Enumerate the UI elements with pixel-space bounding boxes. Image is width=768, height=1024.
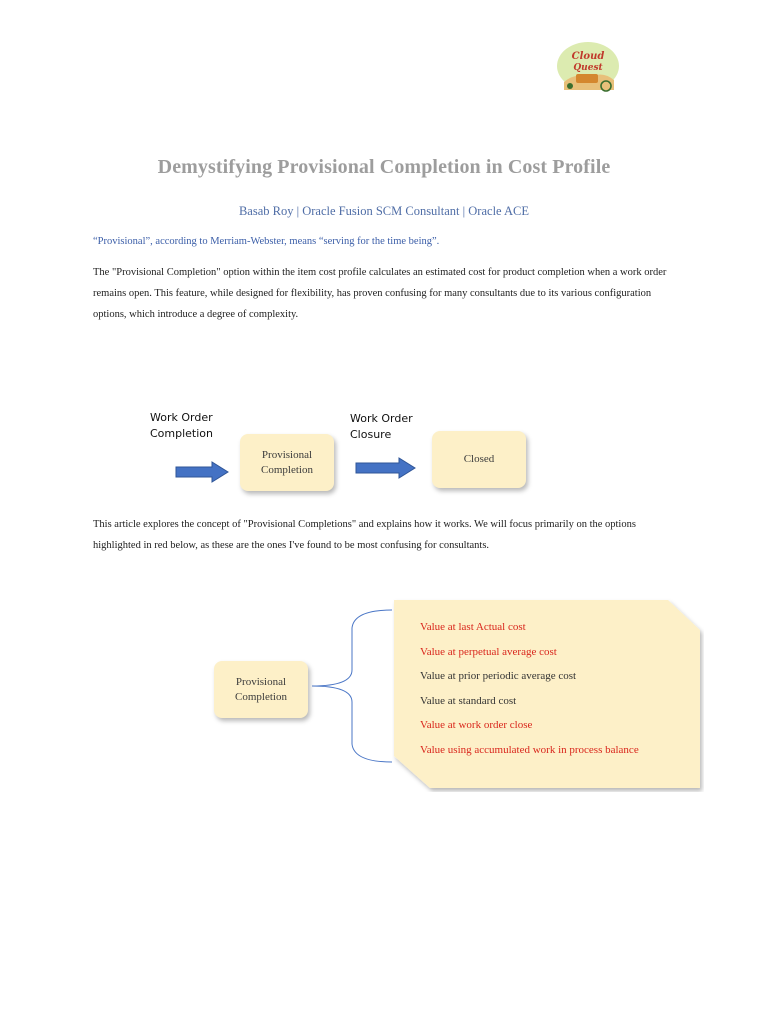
flow-label-work-order-closure: Work Order Closure (350, 412, 413, 441)
author-byline: Basab Roy | Oracle Fusion SCM Consultant | Oracle ACE (238, 204, 530, 218)
cloud-quest-logo-icon (556, 42, 620, 94)
option-prior-periodic-average-cost: Value at prior periodic average cost (420, 670, 577, 682)
option-accumulated-wip-balance: Value using accumulated work in process balance (420, 743, 639, 756)
option-work-order-close: Value at work order close (420, 719, 533, 731)
intro-paragraph: The "Provisional Completion" option within the item cost profile calculates an estimated cost for product completion when a work order remains open. This feature, while designed for flexibility, has proven confusing for many consultants due to its various configuration options, which introduce a degree of complexity. (93, 267, 667, 320)
svg-text:Quest: Quest (573, 63, 603, 73)
definition-quote: “Provisional”, according to Merriam-Webster, means “serving for the time being”. (93, 236, 440, 247)
arrow-right-icon (355, 457, 417, 479)
flow-label-work-order-completion: Work Order Completion (150, 411, 214, 440)
option-perpetual-average-cost: Value at perpetual average cost (420, 645, 557, 658)
focus-paragraph: This article explores the concept of "Provisional Completions" and explains how it works. We will focus primarily on the options highlighted in red below, as these are the ones I've found to be most confusing for consultants. (93, 519, 636, 551)
brace-connector (310, 606, 394, 766)
flow-box-closed: Closed (432, 431, 526, 488)
svg-text:Cloud: Cloud (571, 51, 605, 62)
flow-box-provisional-completion: Provisional Completion (240, 434, 334, 491)
options-list (420, 620, 710, 767)
options-source-box: Provisional Completion (214, 661, 308, 718)
arrow-right-icon (175, 461, 230, 483)
option-standard-cost: Value at standard cost (420, 694, 517, 707)
option-last-actual-cost: Value at last Actual cost (420, 621, 526, 633)
page-title: Demystifying Provisional Completion in Cost Profile (157, 156, 611, 178)
